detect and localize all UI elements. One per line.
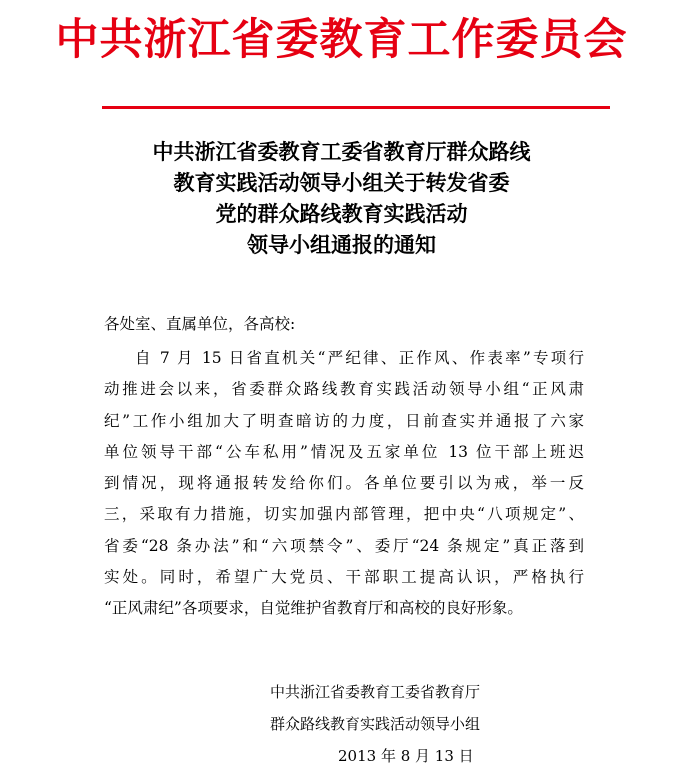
signature-block — [270, 676, 480, 772]
title-line: 党的群众路线教育实践活动 — [215, 201, 468, 226]
body-line: 纪”工作小组加大了明查暗访的力度，日前查实并通报了六家 — [104, 411, 584, 430]
body-line: 动推进会以来，省委群众路线教育实践活动领导小组“正风肃 — [104, 380, 584, 399]
title-line: 教育实践活动领导小组关于转发省委 — [173, 170, 510, 195]
body-line: 到情况，现将通报转发给你们。各单位要引以为戒，举一反 — [104, 474, 584, 493]
salutation: 各处室、直属单位，各高校: — [104, 315, 296, 333]
body-line: “正风肃纪”各项要求，自觉维护省教育厅和高校的良好形象。 — [104, 599, 523, 618]
letterhead-org-name: 中共浙江省委教育工作委员会 — [55, 15, 628, 65]
title-line: 中共浙江省委教育工委省教育厅群众路线 — [152, 139, 531, 164]
body-line: 省委“28 条办法”和“六项禁令”、委厅“24 条规定”真正落到 — [104, 536, 584, 555]
body-line: 三，采取有力措施，切实加强内部管理，把中央“八项规定”、 — [104, 505, 584, 524]
document-title — [60, 136, 623, 260]
title-line: 领导小组通报的通知 — [247, 232, 436, 257]
body-line: 单位领导干部“公车私用”情况及五家单位 13 位干部上班迟 — [104, 442, 584, 461]
signature-issuer-line: 群众路线教育实践活动领导小组 — [270, 715, 481, 733]
letterhead-red-rule — [102, 106, 610, 109]
body-paragraph — [104, 343, 584, 625]
signature-issuer-line: 中共浙江省委教育工委省教育厅 — [270, 683, 481, 701]
body-line: 实处。同时，希望广大党员、干部职工提高认识，严格执行 — [104, 568, 584, 587]
signature-date: 2013 年 8 月 13 日 — [338, 747, 474, 765]
body-line: 自 7 月 15 日省直机关“严纪律、正作风、作表率”专项行 — [135, 349, 584, 367]
